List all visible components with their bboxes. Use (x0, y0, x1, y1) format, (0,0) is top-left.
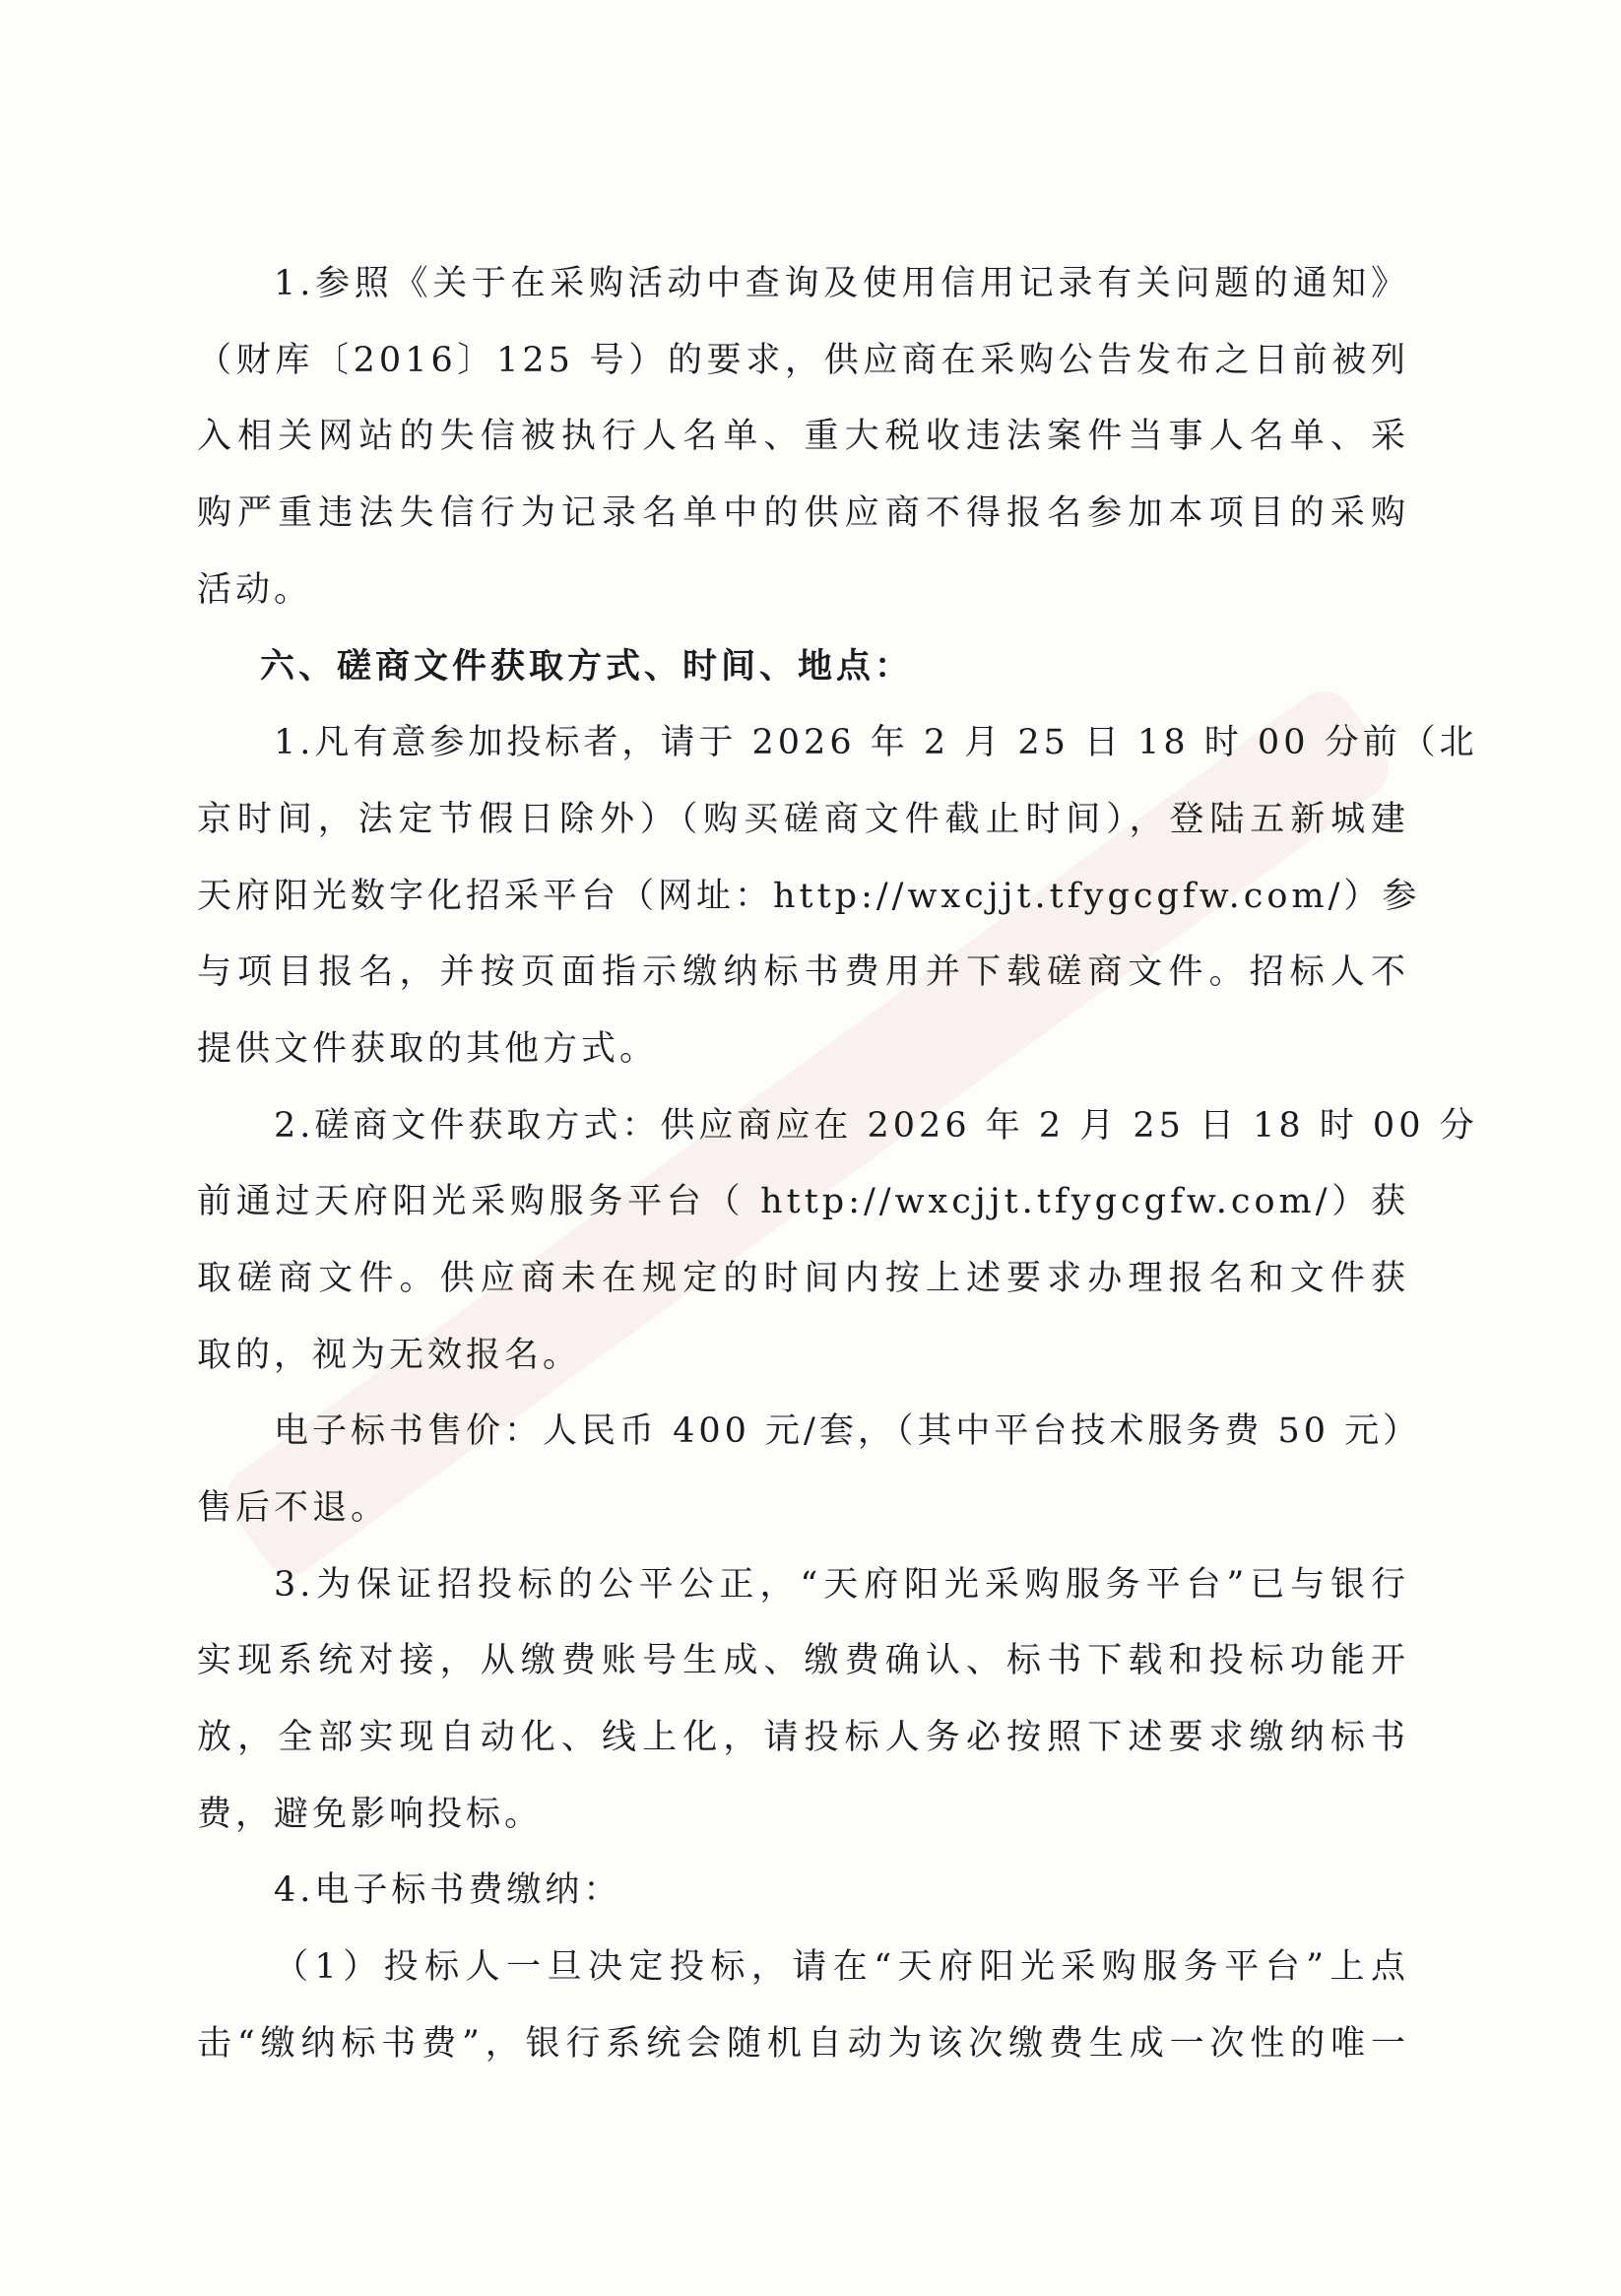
text-line: 3.为保证招投标的公平公正，“天府阳光采购服务平台”已与银行 (274, 1564, 1409, 1605)
text-line: 提供文件获取的其他方式。 (197, 1028, 659, 1069)
text-line: 京时间，法定节假日除外）（购买磋商文件截止时间），登陆五新城建 (197, 799, 1409, 839)
paragraph-fairness (197, 1547, 1409, 1854)
text-line: 1.参照《关于在采购活动中查询及使用信用记录有关问题的通知》 (274, 264, 1409, 303)
paragraph-fee-payment-heading (197, 1853, 1409, 1930)
section-heading (197, 628, 1409, 705)
text-line: 前通过天府阳光采购服务平台（ http://wxcjjt.tfygcgfw.com/）获 (197, 1182, 1409, 1222)
paragraph-obtain-method (197, 1088, 1478, 1395)
text-line: 取的，视为无效报名。 (197, 1335, 582, 1375)
text-line: （财库〔2016〕125 号）的要求，供应商在采购公告发布之日前被列 (197, 340, 1409, 380)
text-line: 售后不退。 (197, 1488, 390, 1528)
text-line: 费，避免影响投标。 (197, 1794, 544, 1834)
text-line: 放，全部实现自动化、线上化，请投标人务必按照下述要求缴纳标书 (197, 1718, 1409, 1758)
document-body (197, 246, 1478, 2083)
text-line: 击“缴纳标书费”，银行系统会随机自动为该次缴费生成一次性的唯一 (197, 2023, 1409, 2064)
text-line: 取磋商文件。供应商未在规定的时间内按上述要求办理报名和文件获 (197, 1258, 1409, 1298)
text-line: 入相关网站的失信被执行人名单、重大税收违法案件当事人名单、采 (197, 417, 1409, 457)
text-line: 2.磋商文件获取方式：供应商应在 2026 年 2 月 25 日 18 时 00 分 (274, 1105, 1478, 1146)
paragraph-registration (197, 705, 1478, 1087)
text-line: 活动。 (197, 569, 313, 610)
text-line: 电子标书售价：人民币 400 元/套，（其中平台技术服务费 50 元） (274, 1411, 1422, 1452)
text-line: 天府阳光数字化招采平台（网址：http://wxcjjt.tfygcgfw.com/）参 (197, 876, 1421, 916)
paragraph-credit-record (197, 246, 1409, 628)
text-line: 1.凡有意参加投标者，请于 2026 年 2 月 25 日 18 时 00 分前（北 (274, 723, 1478, 763)
text-line: 购严重违法失信行为记录名单中的供应商不得报名参加本项目的采购 (197, 493, 1409, 534)
text-line: （1）投标人一旦决定投标，请在“天府阳光采购服务平台”上点 (274, 1947, 1409, 1988)
section-heading-text: 六、磋商文件获取方式、时间、地点： (260, 646, 914, 688)
paragraph-fee-payment-step-1 (197, 1930, 1409, 2082)
text-line: 4.电子标书费缴纳： (274, 1870, 622, 1911)
text-line: 实现系统对接，从缴费账号生成、缴费确认、标书下载和投标功能开 (197, 1641, 1409, 1681)
paragraph-price (197, 1394, 1422, 1546)
text-line: 与项目报名，并按页面指示缴纳标书费用并下载磋商文件。招标人不 (197, 952, 1409, 993)
